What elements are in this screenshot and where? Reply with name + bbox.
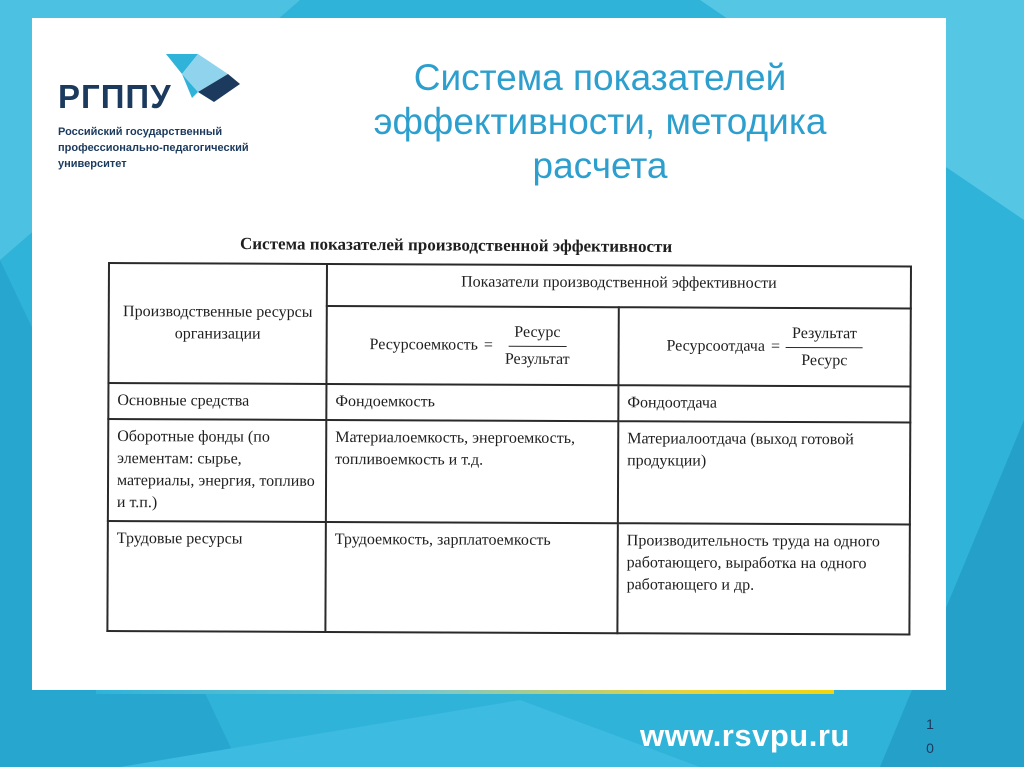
table-row [108, 419, 910, 524]
slide-title [300, 56, 900, 188]
formula-name: Ресурсоотдача [666, 337, 766, 355]
cell-resource: Основные средства [108, 383, 326, 420]
table-header-row [109, 263, 911, 308]
formula-fraction [786, 322, 863, 371]
slide-title-line: эффективности, методика [373, 101, 827, 142]
formula-intensity [336, 313, 610, 378]
formula-numerator: Результат [786, 322, 863, 347]
logo-subtitle [58, 124, 288, 172]
cell-output: Материалоотдача (выход готовой продукции) [618, 421, 910, 524]
logo-wordmark: РГППУ [58, 78, 172, 115]
logo-subtitle-line: Российский государственный [58, 126, 223, 138]
formula-denominator: Ресурс [801, 351, 848, 369]
logo-subtitle-line: университет [58, 158, 127, 170]
formula-equals: = [770, 337, 781, 355]
slide-title-line: расчета [532, 145, 668, 186]
formula-output [627, 314, 901, 379]
page-number: 10 [926, 716, 934, 756]
footer-website: www.rsvpu.ru [640, 718, 850, 753]
logo-subtitle-line: профессионально-педагогический [58, 142, 249, 154]
university-logo [58, 48, 288, 188]
cell-output: Производительность труда на одного работающего, выработка на одного работающего и др. [617, 523, 909, 634]
cell-intensity: Фондоемкость [326, 384, 618, 421]
scanned-table [106, 262, 914, 654]
table-caption: Система показателей производственной эффективности [239, 234, 673, 257]
formula-numerator: Ресурс [508, 321, 566, 346]
formula-cell-output [618, 307, 910, 386]
formula-equals: = [483, 336, 493, 354]
efficiency-table [106, 262, 912, 636]
cell-intensity: Материалоемкость, энергоемкость, топливоемкость и т.д. [326, 420, 618, 523]
cell-resource: Оборотные фонды (по элементам: сырье, материалы, энергия, топливо и т.п.) [108, 419, 326, 522]
table-row [108, 383, 910, 422]
cell-intensity: Трудоемкость, зарплатоемкость [325, 522, 617, 633]
formula-name: Ресурсоемкость [369, 336, 478, 354]
formula-denominator: Результат [504, 350, 570, 368]
cell-output: Фондоотдача [618, 385, 910, 422]
formula-fraction [499, 321, 576, 370]
header-resources: Производственные ресурсы организации [108, 263, 327, 384]
formula-cell-intensity [326, 306, 618, 385]
slide-title-line: Система показателей [413, 57, 787, 98]
cell-resource: Трудовые ресурсы [107, 521, 325, 632]
table-row [107, 521, 909, 634]
footer-stripe [96, 690, 834, 694]
header-indicators: Показатели производственной эффективности [327, 264, 911, 309]
